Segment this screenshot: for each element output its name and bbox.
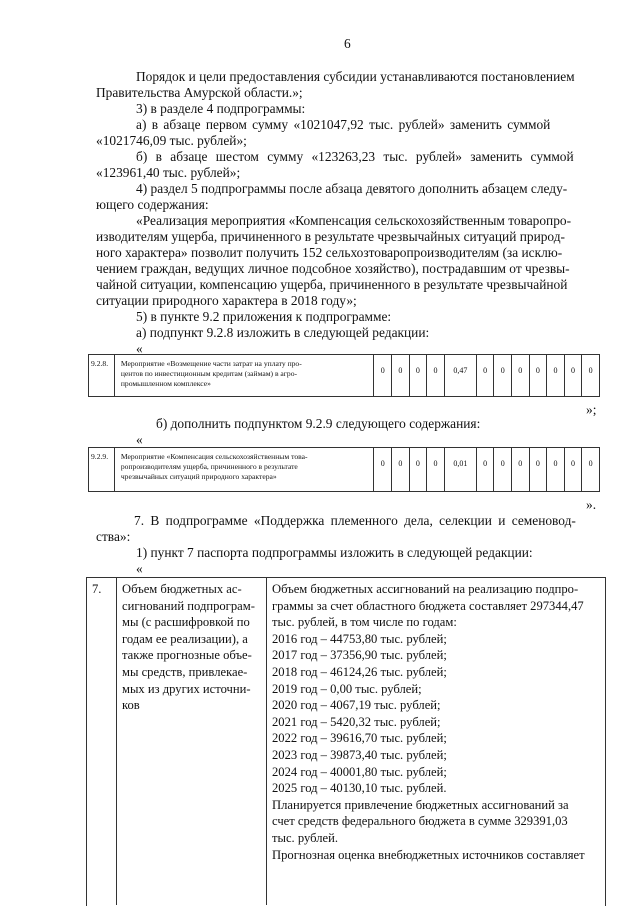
row-text-cell bbox=[114, 448, 374, 492]
value-cell: 0 bbox=[483, 459, 488, 468]
open-quote: « bbox=[136, 341, 143, 356]
text-line: ства»: bbox=[96, 529, 131, 544]
subitem-table-929 bbox=[88, 447, 600, 492]
passport-value-line: 2018 год – 46124,26 тыс. рублей; bbox=[272, 664, 447, 679]
passport-value-line: 2024 год – 40001,80 тыс. рублей; bbox=[272, 764, 447, 779]
value-cell: 0 bbox=[500, 366, 505, 375]
passport-value-line: 2021 год – 5420,32 тыс. рублей; bbox=[272, 714, 441, 729]
value-cell: 0 bbox=[553, 366, 558, 375]
text-line: 5) в пункте 9.2 приложения к подпрограмме: bbox=[136, 309, 392, 324]
text-line: 1) пункт 7 паспорта подпрограммы изложить в следующей редакции: bbox=[136, 545, 533, 560]
value-cell: 0 bbox=[518, 459, 523, 468]
text-line: 4) раздел 5 подпрограммы после абзаца девятого дополнить абзацем следу- bbox=[136, 181, 568, 196]
row-code-cell bbox=[89, 355, 115, 397]
value-cell: 0 bbox=[553, 459, 558, 468]
column-divider bbox=[116, 577, 117, 905]
close-quote: »; bbox=[586, 402, 597, 417]
passport-label-line: также прогнозные объе- bbox=[122, 648, 252, 663]
text-line: б) в абзаце шестом сумму «123263,23 тыс. рублей» заменить суммой bbox=[136, 149, 574, 164]
passport-label-line: мых из других источни- bbox=[122, 681, 251, 696]
passport-value-line: 2020 год – 4067,19 тыс. рублей; bbox=[272, 698, 441, 713]
passport-value-line: 2022 год – 39616,70 тыс. рублей; bbox=[272, 731, 447, 746]
text-line: 7. В подпрограмме «Поддержка племенного дела, селекции и семеновод- bbox=[134, 513, 576, 528]
value-cell: 0 bbox=[398, 459, 403, 468]
value-cell: 0 bbox=[535, 366, 540, 375]
text-line: ного характера» позволит получить 152 сельхозтоваропроизводителям (за исклю- bbox=[96, 245, 563, 260]
text-line: «Реализация мероприятия «Компенсация сельскохозяйственным товаропро- bbox=[136, 213, 572, 228]
value-cell: 0 bbox=[483, 366, 488, 375]
value-cell: 0 bbox=[380, 459, 385, 468]
value-cell: 0 bbox=[588, 366, 593, 375]
row-text-line: ропроизводителям ущерба, причиненного в результате bbox=[120, 462, 298, 471]
passport-value-line: тыс. рублей, в том числе по годам: bbox=[272, 615, 457, 630]
passport-value-line: Прогнозная оценка внебюджетных источников составляет bbox=[272, 847, 585, 862]
row-code: 9.2.9. bbox=[91, 452, 109, 461]
row-text-line: чрезвычайных ситуаций природного характера» bbox=[120, 472, 277, 481]
open-quote: « bbox=[136, 432, 143, 447]
value-cell: 0 bbox=[500, 459, 505, 468]
value-cell: 0 bbox=[571, 366, 576, 375]
text-line: ситуации природного характера в 2018 году»; bbox=[96, 293, 357, 308]
passport-value-line: граммы за счет областного бюджета составляет 297344,47 bbox=[272, 598, 584, 613]
text-line: изводителям ущерба, причиненного в результате чрезвычайных ситуаций природ- bbox=[96, 229, 566, 244]
text-line: «1021746,09 тыс. рублей»; bbox=[96, 133, 247, 148]
value-cell: 0,47 bbox=[453, 366, 468, 375]
value-cell: 0 bbox=[415, 366, 420, 375]
row-text-line: промышленном комплексе» bbox=[120, 379, 211, 388]
value-cell: 0 bbox=[433, 366, 438, 375]
value-cell: 0 bbox=[398, 366, 403, 375]
text-line: 3) в разделе 4 подпрограммы: bbox=[136, 101, 306, 116]
value-cell: 0 bbox=[518, 366, 523, 375]
passport-value-line: счет средств федерального бюджета в сумме 329391,03 bbox=[272, 814, 568, 829]
page-number: 6 bbox=[344, 36, 351, 51]
text-line: Порядок и цели предоставления субсидии устанавливаются постановлением bbox=[136, 69, 575, 84]
row-text-line: центов по инвестиционным кредитам (займам) в агро- bbox=[120, 369, 298, 378]
text-line: б) дополнить подпунктом 9.2.9 следующего содержания: bbox=[156, 416, 481, 431]
passport-value-line: 2023 год – 39873,40 тыс. рублей; bbox=[272, 747, 447, 762]
passport-item-number: 7. bbox=[92, 582, 102, 596]
value-cell: 0 bbox=[588, 459, 593, 468]
text-line: а) в абзаце первом сумму «1021047,92 тыс. рублей» заменить суммой bbox=[136, 117, 551, 132]
passport-value-line: 2025 год – 40130,10 тыс. рублей. bbox=[272, 781, 447, 796]
value-cell: 0 bbox=[433, 459, 438, 468]
value-cell: 0 bbox=[380, 366, 385, 375]
value-cell: 0 bbox=[415, 459, 420, 468]
close-quote: ». bbox=[586, 497, 597, 512]
row-text-line: Мероприятие «Возмещение части затрат на уплату про- bbox=[120, 359, 302, 368]
text-line: а) подпункт 9.2.8 изложить в следующей редакции: bbox=[136, 325, 430, 340]
passport-value-line: 2016 год – 44753,80 тыс. рублей; bbox=[272, 631, 447, 646]
passport-value bbox=[272, 581, 602, 863]
passport-value-line: тыс. рублей. bbox=[272, 830, 338, 845]
passport-label-line: сигнований подпрограм- bbox=[122, 598, 255, 613]
text-line: «123961,40 тыс. рублей»; bbox=[96, 165, 241, 180]
passport-label-line: мы средств, привлекае- bbox=[122, 664, 248, 679]
row-code: 9.2.8. bbox=[91, 359, 109, 368]
passport-value-line: 2019 год – 0,00 тыс. рублей; bbox=[272, 681, 422, 696]
passport-value-line: 2017 год – 37356,90 тыс. рублей; bbox=[272, 648, 447, 663]
row-text-cell bbox=[114, 355, 374, 397]
value-cell: 0 bbox=[571, 459, 576, 468]
passport-label-line: Объем бюджетных ас- bbox=[122, 582, 242, 596]
passport-value-line: Объем бюджетных ассигнований на реализацию подпро- bbox=[272, 582, 579, 596]
text-line: Правительства Амурской области.»; bbox=[96, 85, 303, 100]
text-line: чайной ситуации, компенсацию ущерба, причиненного в результате чрезвычайной bbox=[96, 277, 568, 292]
passport-label-line: ков bbox=[122, 698, 140, 713]
value-cell: 0 bbox=[535, 459, 540, 468]
column-divider bbox=[266, 577, 267, 905]
text-line: ющего содержания: bbox=[96, 197, 209, 212]
passport-label-line: мы (с расшифровкой по bbox=[122, 615, 250, 630]
row-text-line: Мероприятие «Компенсация сельскохозяйственным това- bbox=[120, 452, 308, 461]
text-line: чением граждан, ведущих личное подсобное хозяйство), пострадавшим от чрезвы- bbox=[96, 261, 570, 276]
row-code-cell bbox=[89, 448, 115, 492]
subitem-table-928 bbox=[88, 354, 600, 397]
open-quote: « bbox=[136, 561, 143, 576]
passport-label-line: годам ее реализации), а bbox=[122, 631, 248, 646]
value-cell: 0,01 bbox=[453, 459, 468, 468]
passport-label bbox=[122, 581, 255, 714]
passport-value-line: Планируется привлечение бюджетных ассигнований за bbox=[272, 797, 569, 812]
